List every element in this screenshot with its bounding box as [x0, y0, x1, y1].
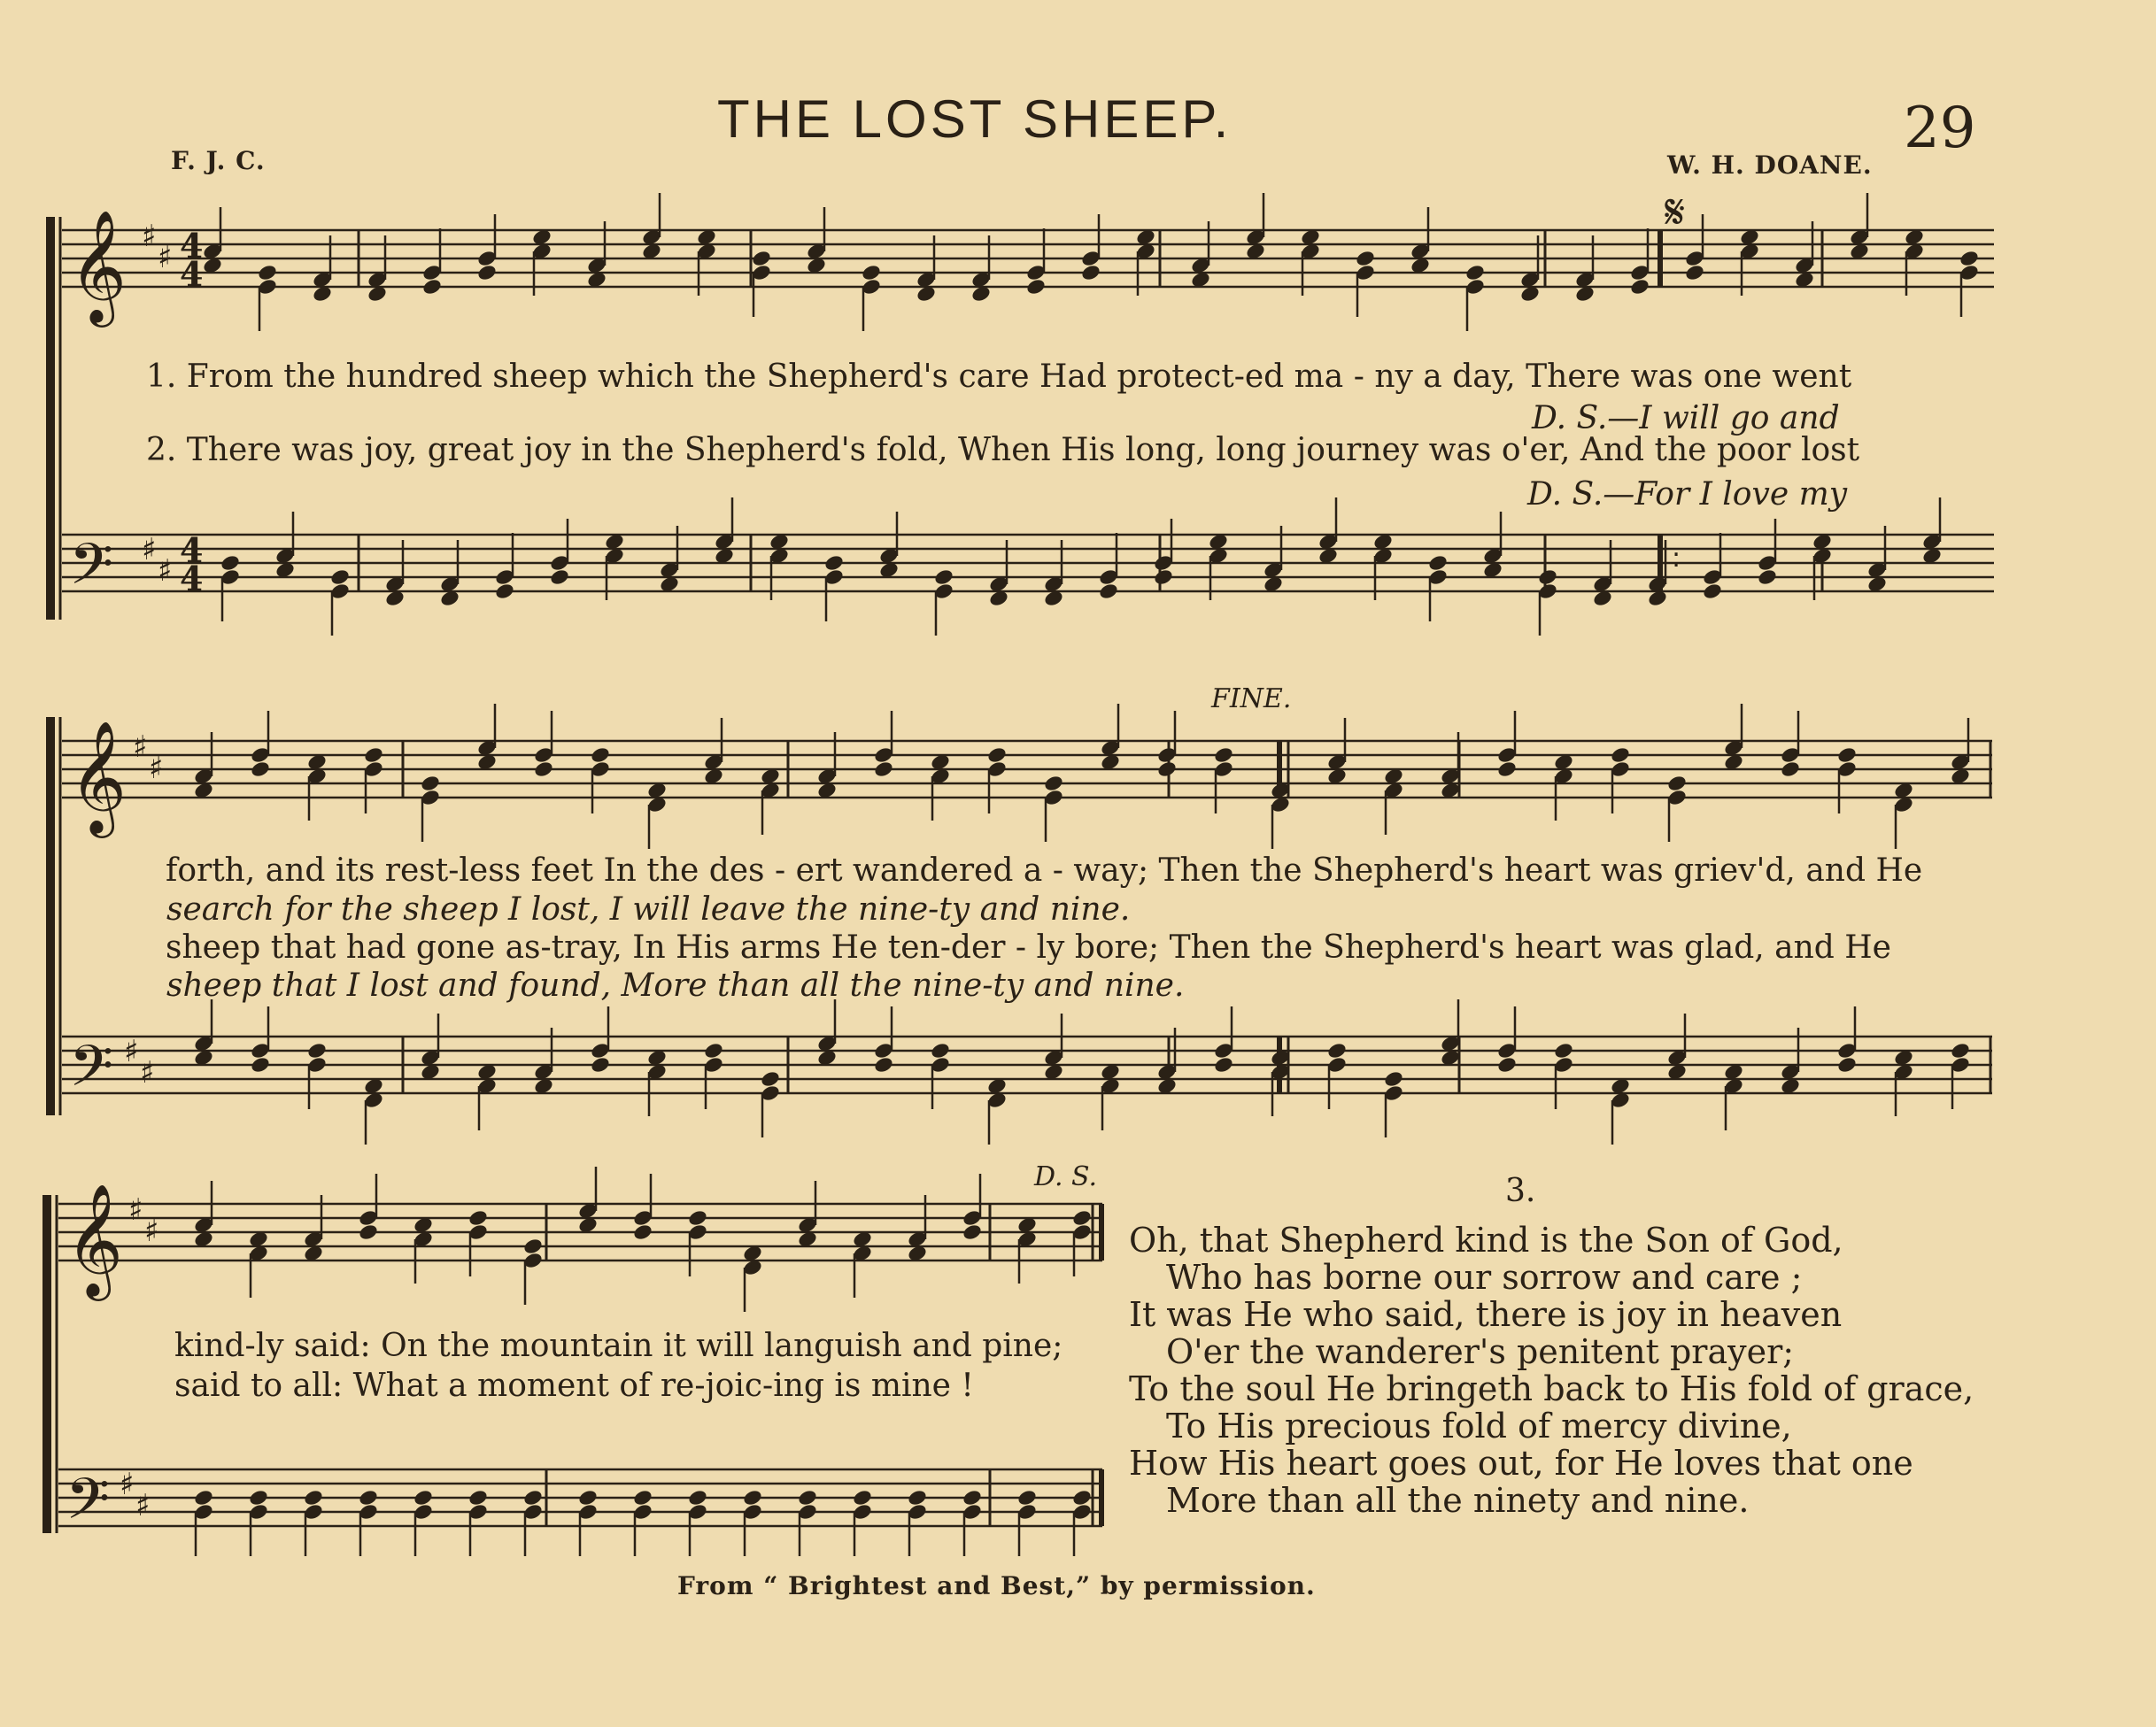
- notehead: [303, 1488, 324, 1507]
- time-sig-bottom-bass: 4: [180, 559, 204, 598]
- verse3-line: O'er the wanderer's penitent prayer;: [1166, 1332, 1795, 1371]
- time-sig-top: 4: [180, 226, 204, 266]
- notehead: [852, 1488, 873, 1507]
- verse3-line: Oh, that Shepherd kind is the Son of God,: [1129, 1221, 1843, 1260]
- svg-text:♯: ♯: [158, 240, 173, 275]
- verse3-number: 3.: [1505, 1173, 1536, 1209]
- composer-credit: W. H. DOANE.: [1667, 150, 1873, 180]
- system2-verse1: forth, and its rest-less feet In the des - ert wandered a - way; Then the Shepherd's heart was griev'd, and He: [166, 852, 1923, 889]
- noteheads: [193, 1167, 1093, 1312]
- notehead: [962, 1488, 983, 1507]
- time-sig-top-bass: 4: [180, 530, 204, 570]
- notehead: [632, 1222, 653, 1241]
- svg-text:♯: ♯: [142, 219, 157, 254]
- bass-clef-icon: 𝄢: [69, 1034, 114, 1114]
- notehead: [468, 1208, 489, 1227]
- svg-text:♯: ♯: [149, 751, 164, 786]
- svg-text:♯: ♯: [158, 553, 173, 589]
- svg-text:♯: ♯: [144, 1214, 159, 1249]
- verse3-line: It was He who said, there is joy in heaven: [1129, 1295, 1843, 1334]
- system3-verse1: kind-ly said: On the mountain it will languish and pine;: [174, 1328, 1063, 1364]
- notehead: [632, 1488, 653, 1507]
- svg-text:♯: ♯: [128, 1192, 143, 1228]
- svg-text::: :: [1672, 543, 1681, 574]
- notehead: [907, 1488, 928, 1507]
- fine-marking: FINE.: [1211, 683, 1292, 714]
- system3-verse2: said to all: What a moment of re-joic-ing is mine !: [174, 1368, 974, 1404]
- system1-ds-line2: D. S.—For I love my: [1527, 476, 1848, 513]
- notehead: [358, 1222, 379, 1241]
- verse3-line: How His heart goes out, for He loves that one: [1129, 1444, 1913, 1483]
- treble-clef-icon: 𝄞: [69, 209, 128, 322]
- lyricist-credit: F. J. C.: [171, 146, 266, 175]
- notehead: [742, 1488, 763, 1507]
- system2-ds-line2: sheep that I lost and found, More than all the nine-ty and nine.: [166, 968, 1185, 1004]
- notehead: [193, 1488, 214, 1507]
- system2-ds-line1: search for the sheep I lost, I will leave the nine-ty and nine.: [166, 891, 1131, 928]
- song-title: THE LOST SHEEP.: [717, 89, 1233, 149]
- segno-sign: 𝄋: [1665, 184, 1686, 240]
- bass-clef-icon: 𝄢: [66, 1467, 111, 1546]
- verse3-line: More than all the ninety and nine.: [1166, 1481, 1750, 1520]
- system1-verse1: 1. From the hundred sheep which the Shepherd's care Had protect-ed ma - ny a day, There was one went: [146, 359, 1852, 395]
- verse3-text: [1129, 1222, 1974, 1519]
- notehead: [413, 1488, 434, 1507]
- notehead: [248, 1488, 269, 1507]
- notehead: [1071, 1208, 1093, 1227]
- notehead: [687, 1488, 708, 1507]
- svg-text:♯: ♯: [140, 1055, 155, 1091]
- notehead: [1016, 1488, 1038, 1507]
- verse3-line: Who has borne our sorrow and care ;: [1166, 1258, 1803, 1297]
- notehead: [468, 1488, 489, 1507]
- notehead: [962, 1222, 983, 1241]
- notehead: [577, 1488, 599, 1507]
- system2-verse2: sheep that had gone as-tray, In His arms He ten-der - ly bore; Then the Shepherd's heart was glad, and He: [166, 929, 1891, 966]
- notehead: [522, 1237, 544, 1255]
- svg-text:♯: ♯: [133, 729, 148, 765]
- notehead: [522, 1488, 544, 1507]
- page-number: 29: [1904, 96, 1976, 161]
- notehead: [797, 1488, 818, 1507]
- svg-text:♯: ♯: [135, 1488, 151, 1523]
- svg-text:♯: ♯: [120, 1467, 135, 1502]
- bass-clef-icon: 𝄢: [69, 532, 114, 612]
- svg-text:♯: ♯: [142, 532, 157, 567]
- ds-marking: D. S.: [1034, 1161, 1098, 1192]
- notehead: [358, 1488, 379, 1507]
- time-sig-bottom: 4: [180, 254, 204, 294]
- notehead: [687, 1208, 708, 1227]
- treble-clef-icon: 𝄞: [69, 720, 128, 833]
- verse3-line: To His precious fold of mercy divine,: [1166, 1407, 1792, 1446]
- system1-ds-line1: D. S.—I will go and: [1532, 400, 1840, 436]
- notehead: [1071, 1488, 1093, 1507]
- treble-clef-icon: 𝄞: [66, 1183, 124, 1296]
- system1-verse2: 2. There was joy, great joy in the Shepherd's fold, When His long, long journey was o'er, And the poor lost: [146, 432, 1860, 468]
- svg-text:♯: ♯: [124, 1034, 139, 1069]
- verse3-line: To the soul He bringeth back to His fold of grace,: [1129, 1369, 1974, 1408]
- permission-footer: From “ Brightest and Best,” by permission.: [677, 1571, 1316, 1600]
